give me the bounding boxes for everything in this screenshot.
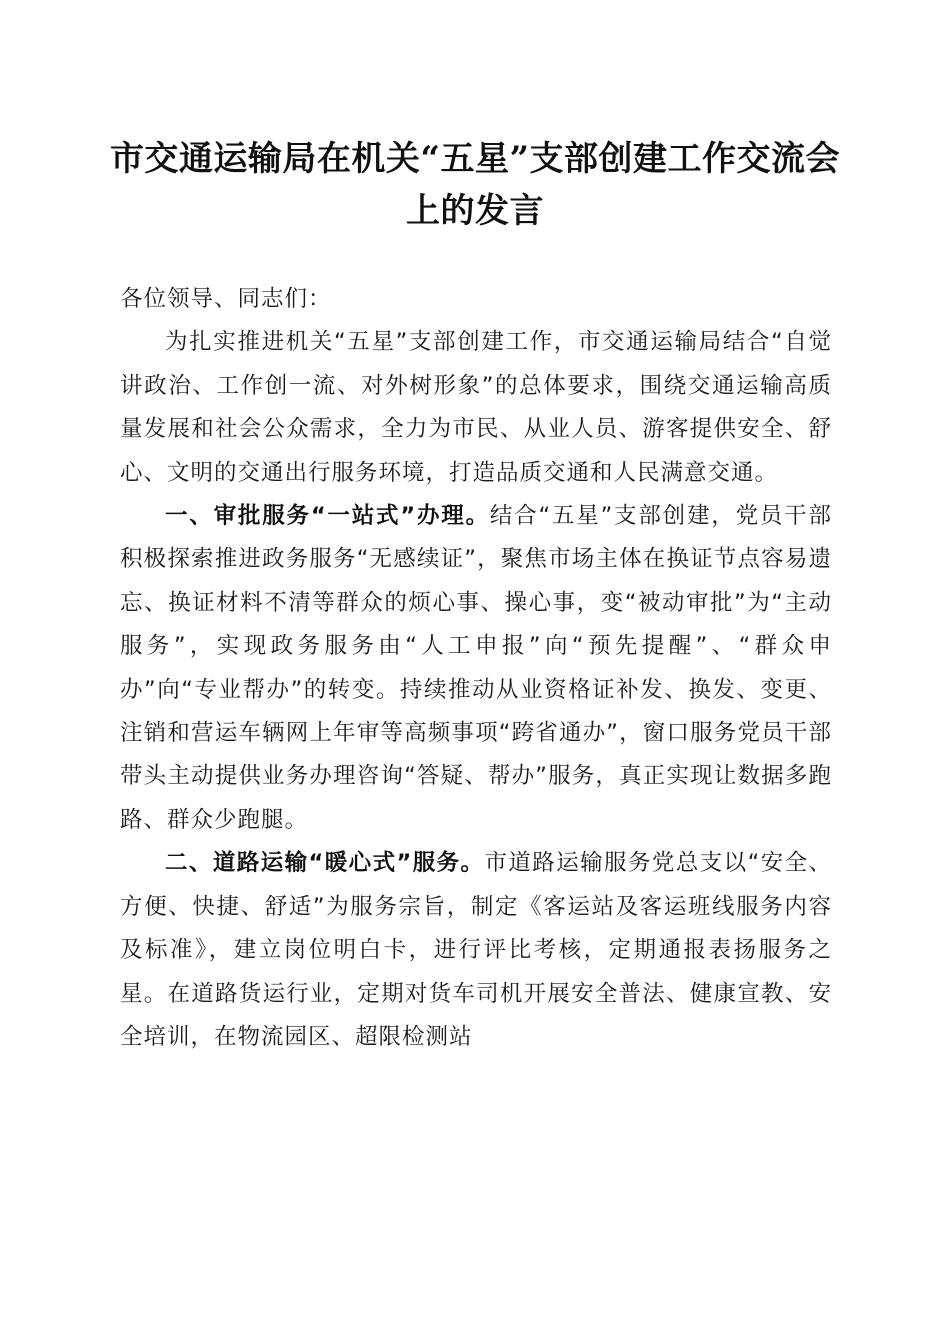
section-heading: 一、审批服务“一站式”办理。 bbox=[165, 503, 490, 530]
paragraph-intro bbox=[120, 321, 832, 495]
document-body bbox=[120, 278, 832, 1059]
document-title: 市交通运输局在机关“五星”支部创建工作交流会上的发言 bbox=[109, 139, 841, 231]
paragraph-section-1 bbox=[120, 495, 832, 842]
salutation: 各位领导、同志们： bbox=[120, 286, 332, 312]
paragraph-section-2 bbox=[120, 842, 832, 1059]
section-heading: 二、道路运输“暖心式”服务。 bbox=[165, 850, 485, 877]
paragraph-text: 为扎实推进机关“五星”支部创建工作，市交通运输局结合“自觉讲政治、工作创一流、对外树形象”的总体要求，围绕交通运输高质量发展和社会公众需求，全力为市民、从业人员、游客提供安全、舒心、文明的交通出行服务环境，打造品质交通和人民满意交通。 bbox=[120, 329, 832, 486]
paragraph-text: 市道路运输服务党总支以“安全、方便、快捷、舒适”为服务宗旨，制定《客运站及客运班线服务内容及标准》，建立岗位明白卡，进行评比考核，定期通报表扬服务之星。在道路货运行业，定期对货车司机开展安全普法、健康宣教、安全培训，在物流园区、超限检测站 bbox=[120, 850, 832, 1050]
paragraph-text: 结合“五星”支部创建，党员干部积极探索推进政务服务“无感续证”，聚焦市场主体在换证节点容易遗忘、换证材料不清等群众的烦心事、操心事，变“被动审批”为“主动服务”，实现政务服务由“人工申报”向“预先提醒”、“群众申办”向“专业帮办”的转变。持续推动从业资格证补发、换发、变更、注销和营运车辆网上年审等高频事项“跨省通办”，窗口服务党员干部带头主动提供业务办理咨询“答疑、帮办”服务，真正实现让数据多跑路、群众少跑腿。 bbox=[120, 503, 832, 833]
